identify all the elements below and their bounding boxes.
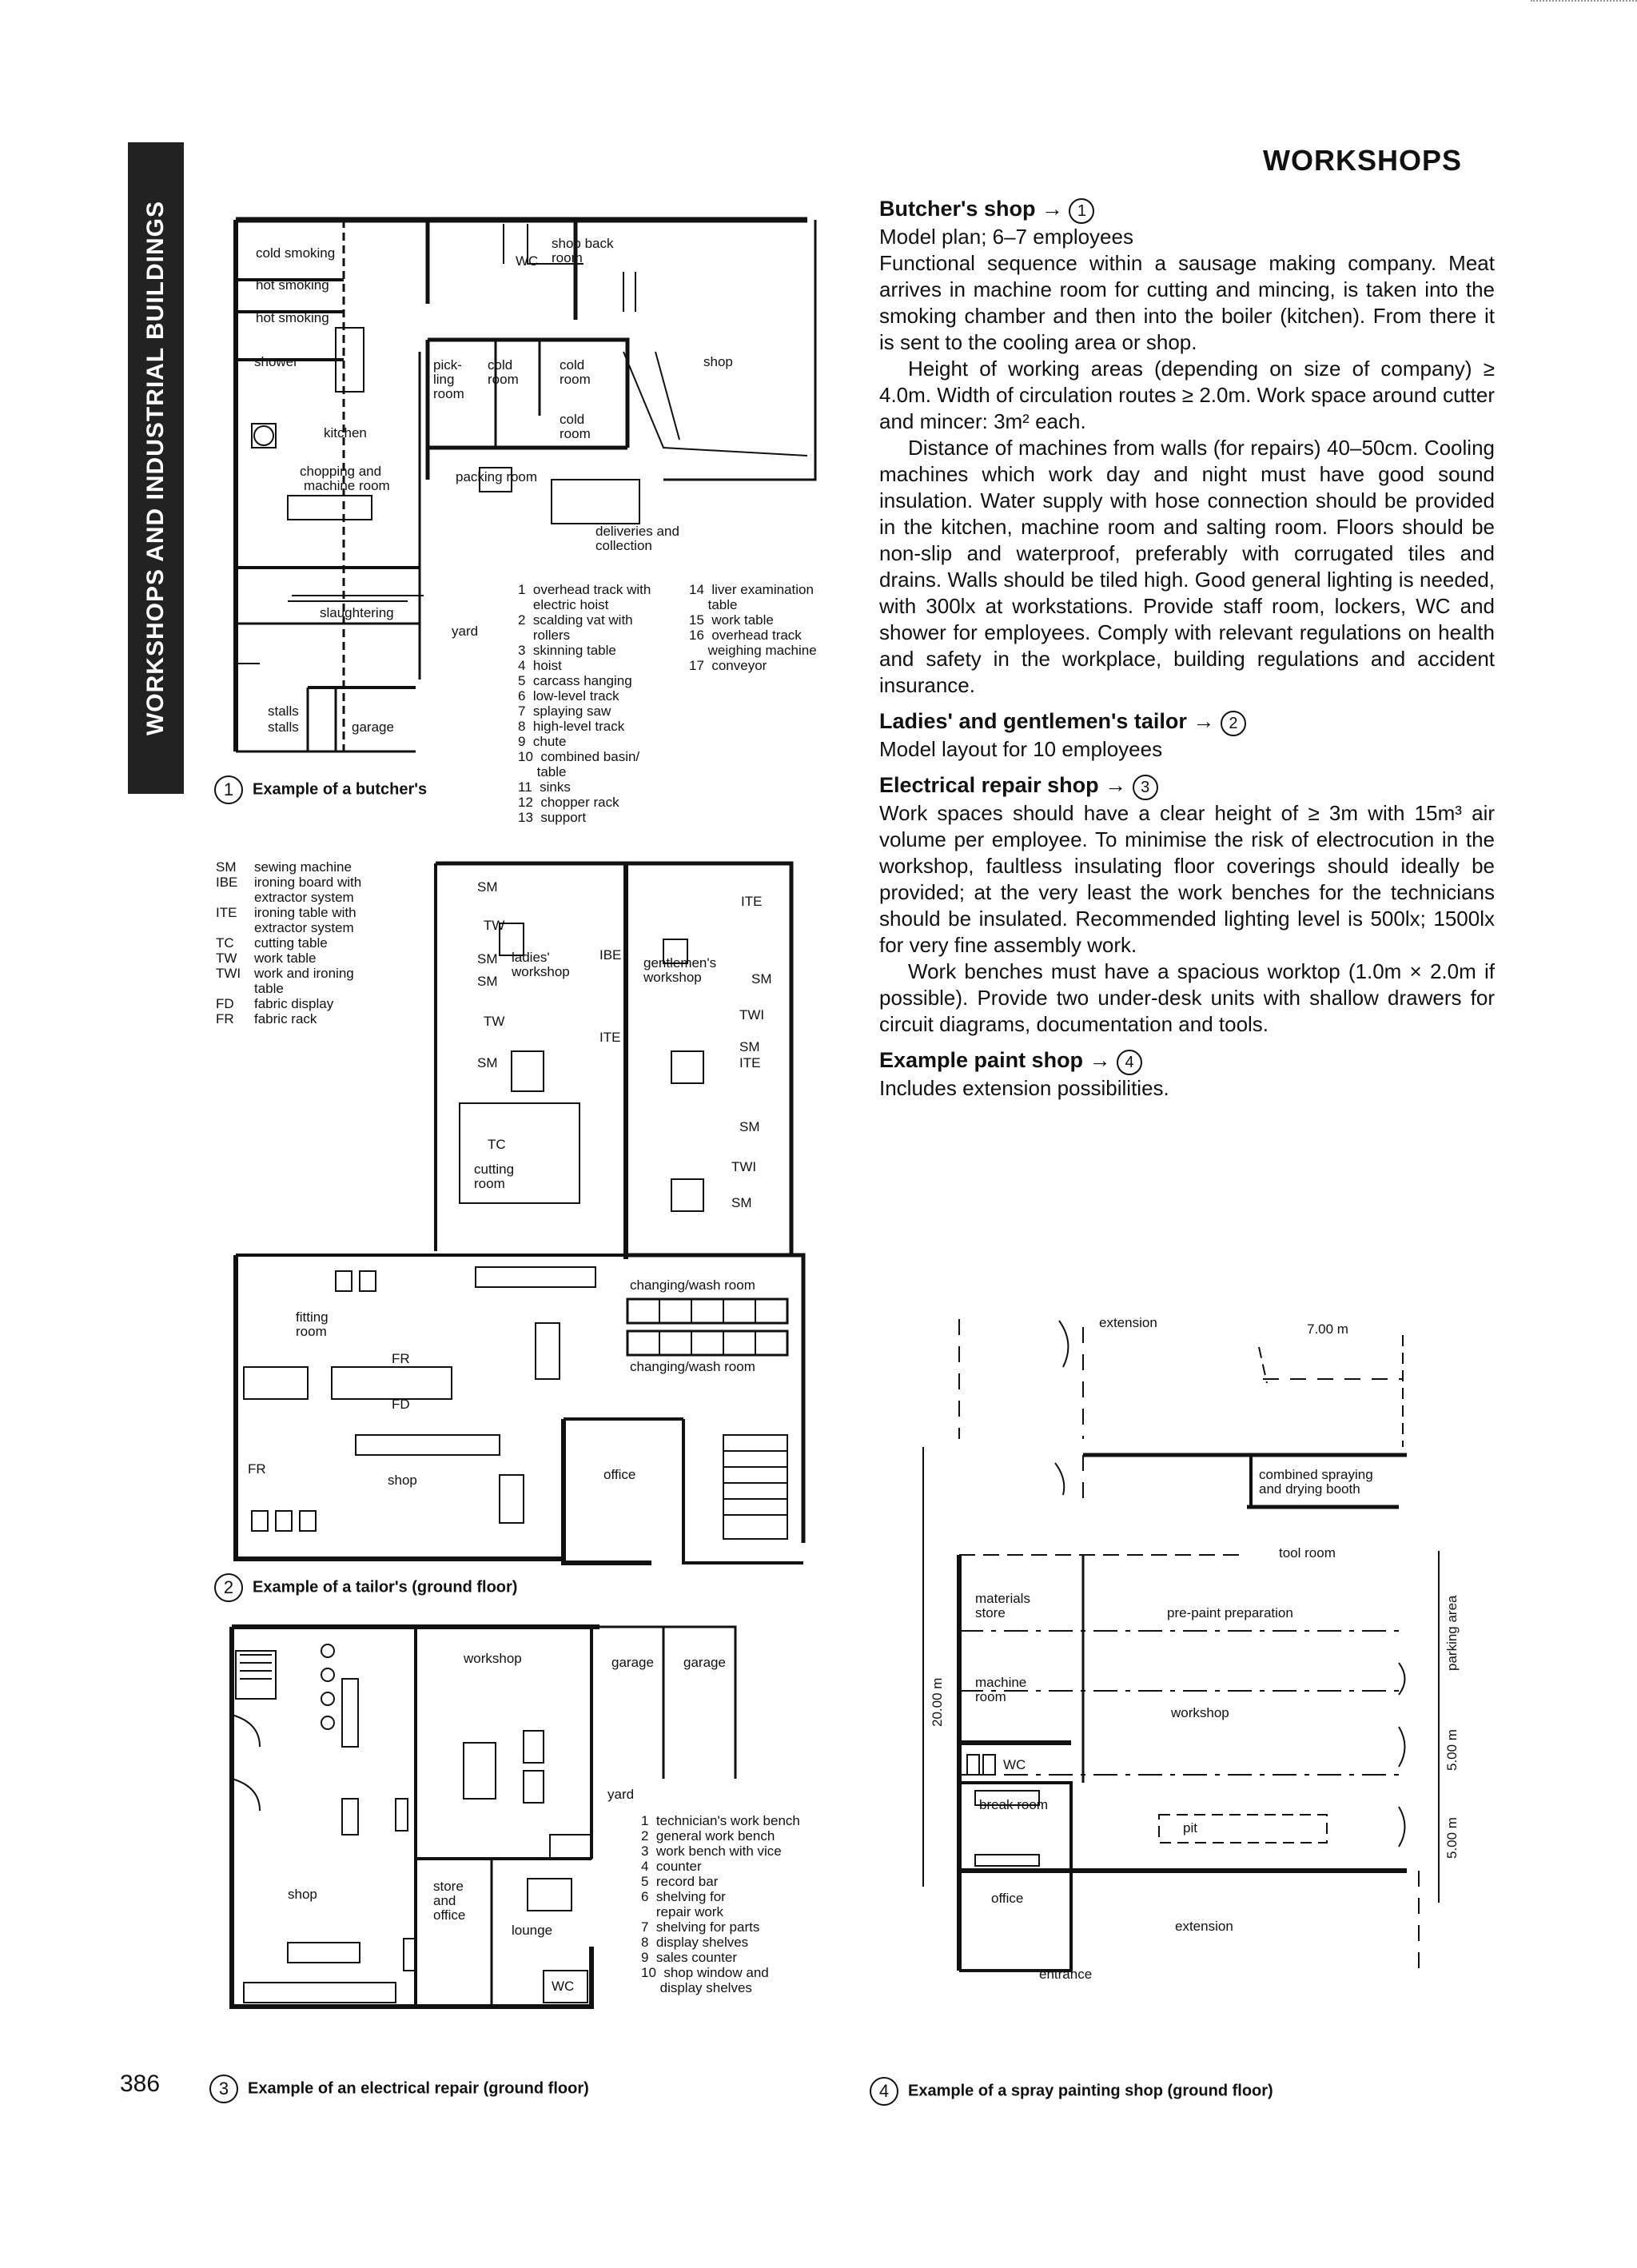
room-cold-b-2: room — [560, 372, 591, 387]
butcher-heading: Butcher's shop → 1 — [879, 196, 1495, 224]
label-extension-bottom: extension — [1175, 1919, 1233, 1934]
label-fr: FR — [248, 1461, 266, 1477]
room-lounge: lounge — [512, 1923, 553, 1938]
paint-p1: Includes extension possibilities. — [879, 1076, 1169, 1100]
abbr-row: SM sewing machine — [216, 859, 352, 875]
label-sm: SM — [751, 971, 772, 987]
legend-item: 7 splaying saw — [518, 704, 611, 719]
room-materials-1: materials — [975, 1591, 1030, 1606]
legend-item: 15 work table — [689, 612, 774, 628]
fig1-legend-right — [689, 582, 817, 673]
room-fitting-2: room — [296, 1324, 327, 1339]
dimension-top: 7.00 m — [1307, 1321, 1348, 1337]
legend-item: 9 sales counter — [641, 1950, 738, 1965]
dimension-right-1: 5.00 m — [1444, 1729, 1460, 1771]
room-garage: garage — [352, 719, 394, 735]
ref-circle: 3 — [1133, 775, 1158, 800]
abbr-row: FD fabric display — [216, 996, 334, 1011]
legend-item: 10 shop window and — [641, 1965, 769, 1980]
label-sm: SM — [739, 1039, 760, 1054]
label-fd: FD — [392, 1397, 410, 1412]
room-machine-1: machine — [975, 1675, 1027, 1690]
tailor-heading: Ladies' and gentlemen's tailor → 2 — [879, 708, 1495, 736]
room-workshop: workshop — [1171, 1705, 1229, 1720]
legend-item: table — [518, 764, 567, 779]
paint-heading: Example paint shop → 4 — [879, 1047, 1495, 1075]
fig3-caption: 3 Example of an electrical repair (ground floor) — [209, 2075, 589, 2103]
legend-item: 1 overhead track with — [518, 582, 651, 597]
spray-painting-floor-plan — [903, 1311, 1479, 2079]
electrical-heading: Electrical repair shop → 3 — [879, 772, 1495, 800]
figure-number: 1 — [214, 775, 243, 804]
legend-item: electric hoist — [518, 597, 609, 612]
label-extension-top: extension — [1099, 1315, 1157, 1330]
label-sm: SM — [477, 974, 498, 989]
ref-circle: 1 — [1069, 198, 1094, 224]
legend-item: table — [689, 597, 738, 612]
room-cutting-1: cutting — [474, 1162, 515, 1177]
legend-item: 12 chopper rack — [518, 795, 619, 810]
fig4-caption: 4 Example of a spray painting shop (ground floor) — [870, 2077, 1273, 2106]
legend-item: 4 counter — [641, 1859, 702, 1874]
legend-item: 3 work bench with vice — [641, 1843, 782, 1859]
abbr-row: TW work table — [216, 951, 317, 966]
room-pre-paint: pre-paint preparation — [1167, 1605, 1293, 1620]
room-machine-room: machine room — [304, 478, 390, 493]
room-yard: yard — [607, 1787, 635, 1802]
room-stalls-2: stalls — [268, 719, 299, 735]
legend-item: 6 low-level track — [518, 688, 619, 704]
room-kitchen: kitchen — [324, 425, 367, 440]
label-twi: TWI — [731, 1159, 757, 1174]
tailor-floor-plan — [228, 851, 835, 1579]
room-garage-2: garage — [683, 1655, 726, 1670]
room-workshop: workshop — [464, 1651, 522, 1666]
fig1-legend-left — [518, 582, 651, 825]
abbr-row: IBE ironing board with extractor system — [216, 875, 362, 905]
room-break-room: break room — [979, 1797, 1048, 1812]
label-sm: SM — [477, 1055, 498, 1070]
room-cold-b-1: cold — [560, 357, 585, 373]
label-ite: ITE — [739, 1055, 761, 1070]
electrical-p2: Work benches must have a spacious worktop (1.0m × 2.0m if possible). Provide two under-desk units with shallow drawers for circuit diagrams, documentation and tools. — [879, 959, 1495, 1036]
room-slaughtering: slaughtering — [320, 605, 394, 620]
room-pickling-2: ling — [433, 372, 455, 387]
room-office: office — [991, 1891, 1024, 1906]
room-shower: shower — [254, 354, 298, 369]
room-deliveries-2: collection — [595, 538, 652, 553]
room-pickling-1: pick- — [433, 357, 462, 373]
label-tw: TW — [484, 918, 505, 933]
room-stalls-1: stalls — [268, 704, 299, 719]
room-cold-c-1: cold — [560, 412, 585, 427]
room-pit: pit — [1183, 1820, 1197, 1836]
room-tool-room: tool room — [1279, 1545, 1336, 1560]
room-office: office — [603, 1467, 636, 1482]
page-title: WORKSHOPS — [1263, 144, 1463, 177]
room-booth-1: combined spraying — [1259, 1467, 1373, 1482]
label-sm: SM — [477, 879, 498, 895]
label-sm: SM — [731, 1195, 752, 1210]
label-ibe: IBE — [599, 947, 622, 963]
abbr-row: TC cutting table — [216, 935, 328, 951]
dimension-left: 20.00 m — [930, 1677, 945, 1727]
legend-item: 13 support — [518, 810, 587, 825]
legend-item: 6 shelving for — [641, 1889, 726, 1904]
room-shop: shop — [388, 1473, 417, 1488]
room-wc: WC — [516, 253, 539, 269]
butcher-p3: Height of working areas (depending on size of company) ≥ 4.0m. Width of circulation routes ≥ 2.0m. Work space around cutter and mincer: 3m² each. — [879, 357, 1495, 433]
legend-item: 3 skinning table — [518, 643, 616, 658]
room-shop-back-2: room — [552, 250, 583, 265]
legend-item: 4 hoist — [518, 658, 562, 673]
label-ite: ITE — [741, 894, 763, 909]
room-changing-2: changing/wash room — [630, 1359, 755, 1374]
label-fr: FR — [392, 1351, 410, 1366]
room-chopping: chopping and — [300, 464, 382, 479]
room-deliveries-1: deliveries and — [595, 524, 679, 539]
butcher-p2: Functional sequence within a sausage making company. Meat arrives in machine room for cutting and mincing, is taken into the smoking chamber and then into the boiler (kitchen). From there it is sent to the cooling area or shop. — [879, 251, 1495, 354]
legend-item: 8 high-level track — [518, 719, 625, 734]
room-cutting-2: room — [474, 1176, 505, 1191]
figure-number: 2 — [214, 1573, 243, 1602]
sidebar-label: WORKSHOPS AND INDUSTRIAL BUILDINGS — [142, 201, 169, 736]
legend-item: weighing machine — [689, 643, 817, 658]
legend-item: 11 sinks — [518, 779, 571, 795]
room-wc: WC — [552, 1979, 575, 1994]
legend-item: 10 combined basin/ — [518, 749, 640, 764]
room-packing: packing room — [456, 469, 538, 484]
label-tc: TC — [488, 1137, 506, 1152]
room-cold-a-2: room — [488, 372, 519, 387]
room-gents-1: gentlemen's — [643, 955, 717, 971]
legend-item: display shelves — [641, 1980, 752, 1995]
room-changing-1: changing/wash room — [630, 1277, 755, 1293]
abbr-row: FR fabric rack — [216, 1011, 317, 1026]
label-twi: TWI — [739, 1007, 765, 1022]
figure-number: 3 — [209, 2075, 238, 2103]
room-yard: yard — [452, 624, 479, 639]
section-sidebar-tab — [128, 142, 184, 794]
room-cold-c-2: room — [560, 426, 591, 441]
legend-item: 5 record bar — [641, 1874, 719, 1889]
room-store-3: office — [433, 1907, 466, 1923]
legend-item: rollers — [518, 628, 571, 643]
legend-item: 2 scalding vat with — [518, 612, 633, 628]
room-gents-2: workshop — [643, 970, 702, 985]
electrical-p1: Work spaces should have a clear height of ≥ 3m with 15m³ air volume per employee. To minimise the risk of electrocution in the workshop, faultless insulating floor coverings should ideally be provided; at the very least the work benches for the technicians should be insulated. Recommended lighting level is 500lx; 1500lx for very fine assembly work. — [879, 801, 1495, 957]
legend-item: 9 chute — [518, 734, 567, 749]
label-parking: parking area — [1444, 1595, 1460, 1671]
label-entrance: entrance — [1039, 1967, 1093, 1982]
text-column — [879, 196, 1495, 1102]
legend-item: 2 general work bench — [641, 1828, 775, 1843]
room-wc: WC — [1003, 1757, 1026, 1772]
room-fitting-1: fitting — [296, 1309, 329, 1325]
fig1-caption: 1 Example of a butcher's — [214, 775, 427, 804]
dimension-right-2: 5.00 m — [1444, 1817, 1460, 1859]
legend-item: 17 conveyor — [689, 658, 767, 673]
figure-number: 4 — [870, 2077, 898, 2106]
room-pickling-3: room — [433, 386, 464, 401]
room-cold-a-1: cold — [488, 357, 513, 373]
label-sm: SM — [739, 1119, 760, 1134]
label-tw: TW — [484, 1014, 505, 1029]
legend-item: 7 shelving for parts — [641, 1919, 760, 1935]
butcher-p4: Distance of machines from walls (for repairs) 40–50cm. Cooling machines which work day and night must have good sound insulation. Water supply with hose connection should be provided in the kitchen, machine room and salting room. Floors should be non-slip and waterproof, preferably with corrugated tiles and drains. Walls should be tiled high. Good general lighting is needed, with 300lx at workstations. Provide staff room, lockers, WC and shower for employees. Comply with relevant regulations on health and safety in the workplace, building regulations and accident insurance. — [879, 436, 1495, 697]
legend-item: 8 display shelves — [641, 1935, 749, 1950]
tailor-p1: Model layout for 10 employees — [879, 737, 1163, 761]
abbr-row: TWI work and ironing table — [216, 966, 354, 996]
label-ite: ITE — [599, 1030, 621, 1045]
top-edge-mark — [1531, 0, 1637, 5]
label-sm: SM — [477, 951, 498, 967]
fig2-caption: 2 Example of a tailor's (ground floor) — [214, 1573, 517, 1602]
room-cold-smoking: cold smoking — [256, 245, 336, 261]
room-shop: shop — [288, 1887, 317, 1902]
room-hot-smoking-2: hot smoking — [256, 310, 329, 325]
ref-circle: 4 — [1117, 1050, 1142, 1075]
room-garage-1: garage — [611, 1655, 654, 1670]
room-hot-smoking-1: hot smoking — [256, 277, 329, 293]
room-ladies-2: workshop — [512, 964, 570, 979]
room-ladies-1: ladies' — [512, 950, 550, 965]
legend-item: 5 carcass hanging — [518, 673, 632, 688]
butcher-p1: Model plan; 6–7 employees — [879, 225, 1133, 249]
ref-circle: 2 — [1221, 711, 1246, 736]
legend-item: 14 liver examination — [689, 582, 814, 597]
legend-item: 16 overhead track — [689, 628, 802, 643]
room-shop-back: shop back — [552, 236, 614, 251]
legend-item: 1 technician's work bench — [641, 1813, 800, 1828]
room-booth-2: and drying booth — [1259, 1481, 1360, 1497]
room-materials-2: store — [975, 1605, 1006, 1620]
legend-item: repair work — [641, 1904, 723, 1919]
room-machine-2: room — [975, 1689, 1006, 1704]
fig3-legend — [641, 1813, 800, 1995]
abbr-row: ITE ironing table with extractor system — [216, 905, 356, 935]
room-store-1: store — [433, 1879, 464, 1894]
room-store-2: and — [433, 1893, 456, 1908]
room-shop: shop — [703, 354, 733, 369]
page-number: 386 — [120, 2071, 161, 2097]
